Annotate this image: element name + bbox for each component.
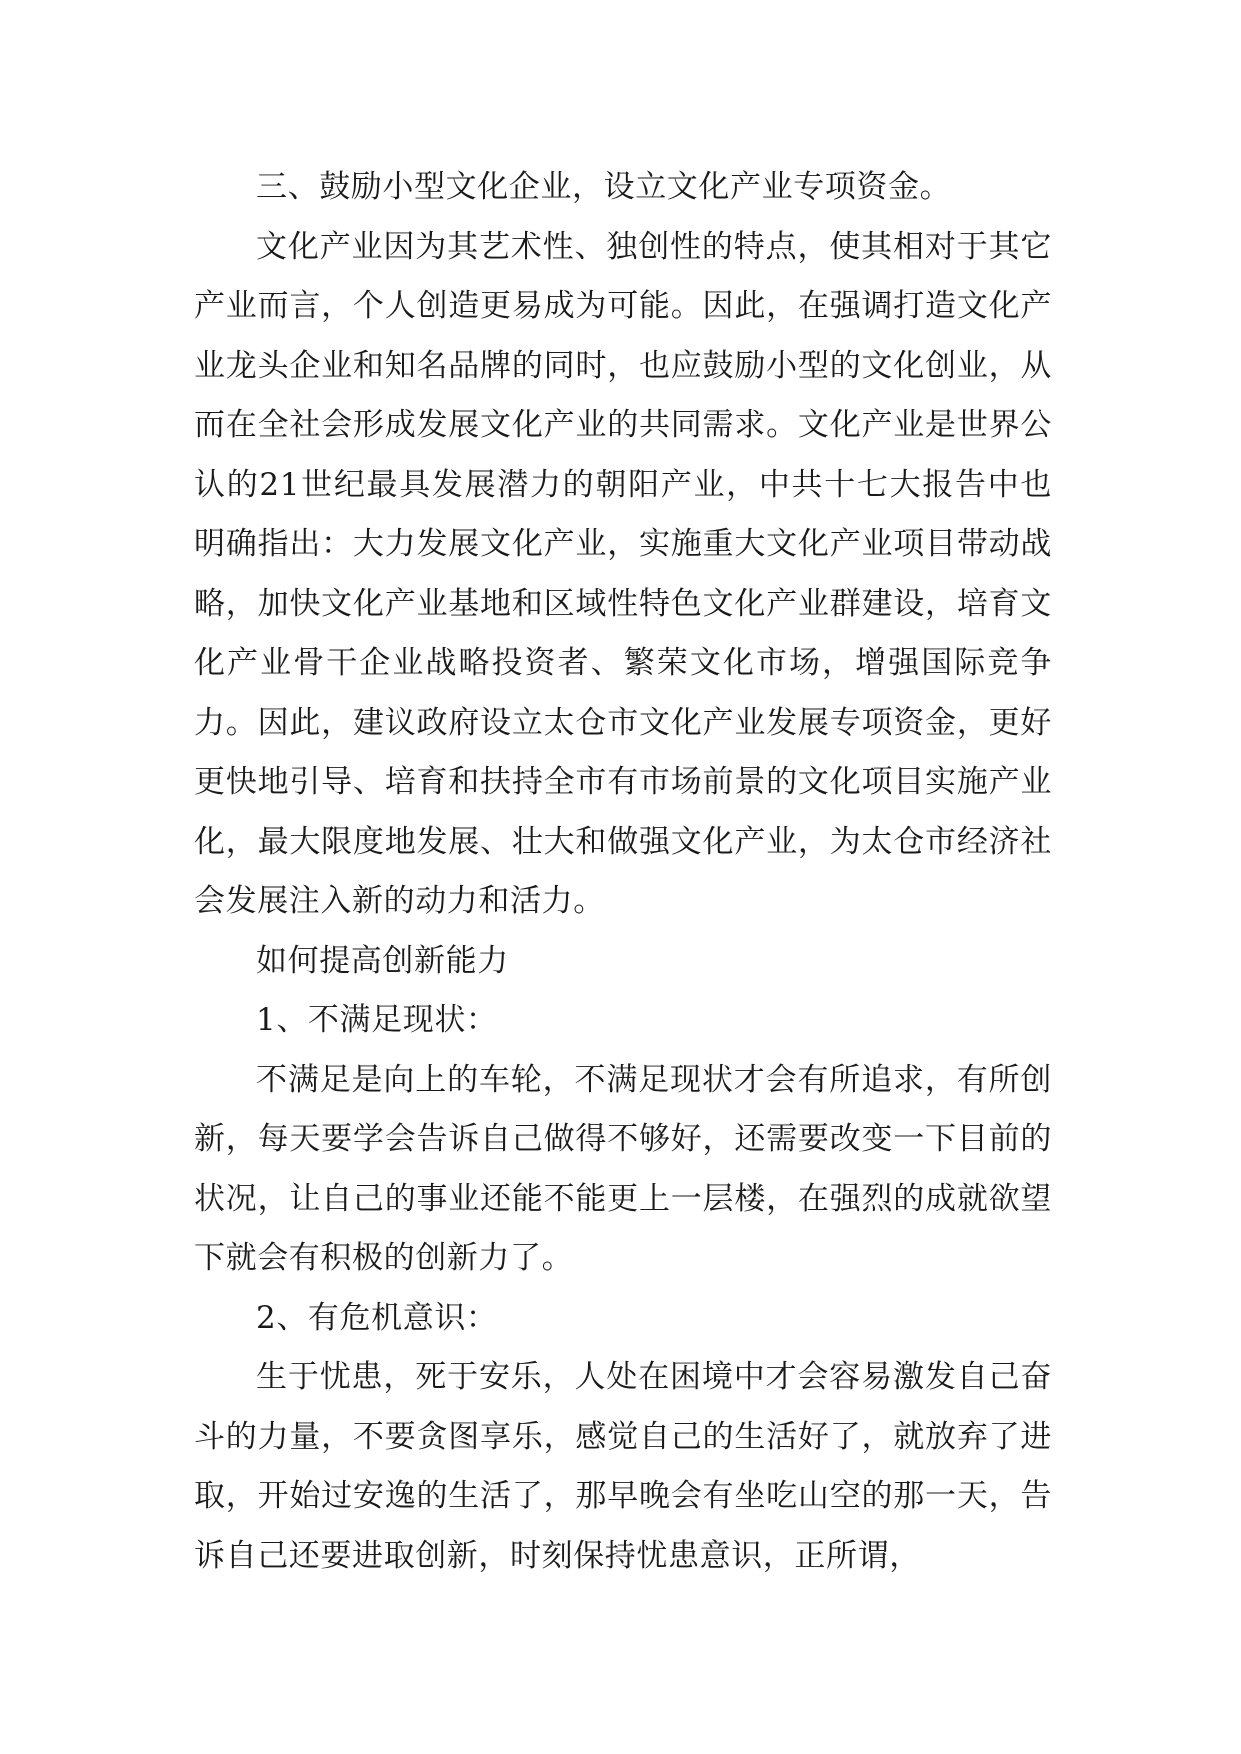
section-heading-three: 三、鼓励小型文化企业，设立文化产业专项资金。	[256, 169, 952, 205]
body-paragraph-cultural-industry: 文化产业因为其艺术性、独创性的特点，使其相对于其它产业而言，个人创造更易成为可能。因此，在强调打造文化产业龙头企业和知名品牌的同时，也应鼓励小型的文化创业，从而在全社会形成发展文化产业的共同需求。文化产业是世界公认的21世纪最具发展潜力的朝阳产业，中共十七大报告中也明确指出：大力发展文化产业，实施重大文化产业项目带动战略，加快文化产业基地和区域性特色文化产业群建设，培育文化产业骨干企业战略投资者、繁荣文化市场，增强国际竞争力。因此，建议政府设立太仓市文化产业发展专项资金，更好更快地引导、培育和扶持全市有市场前景的文化项目实施产业化，最大限度地发展、壮大和做强文化产业，为太仓市经济社会发展注入新的动力和活力。	[194, 228, 1052, 919]
body-paragraph-crisis-awareness: 生于忧患，死于安乐，人处在困境中才会容易激发自己奋斗的力量，不要贪图享乐，感觉自己的生活好了，就放弃了进取，开始过安逸的生活了，那早晚会有坐吃山空的那一天，告诉自己还要进取创新，时刻保持忧患意识，正所谓，	[194, 1359, 1052, 1574]
body-paragraph-not-satisfied: 不满足是向上的车轮，不满足现状才会有所追求，有所创新，每天要学会告诉自己做得不够好，还需要改变一下目前的状况，让自己的事业还能不能更上一层楼，在强烈的成就欲望下就会有积极的创新力了。	[194, 1061, 1052, 1276]
document-body	[194, 158, 1052, 1586]
heading-improve-innovation: 如何提高创新能力	[256, 942, 509, 979]
subheading-one: 1、不满足现状：	[256, 1002, 498, 1038]
subheading-two: 2、有危机意识：	[256, 1299, 498, 1336]
